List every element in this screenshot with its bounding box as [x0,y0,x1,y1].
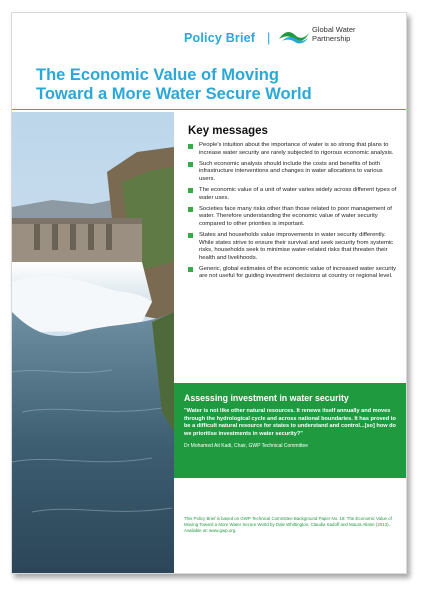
key-message-text: The economic value of a unit of water varies widely across different types of water uses. [199,186,397,201]
quote-attribution: Dr Mohamed Ait Kadi, Chair, GWP Technical Committee [184,443,309,449]
title-line-2: Toward a More Water Secure World [36,85,312,103]
key-message-text: States and households value improvements in water security differently. While states strive to ensure their survival and seek security from systemic risks, households seek to minimise water-related risks that threaten their health and livelihoods. [199,231,394,261]
key-messages [188,125,398,285]
bullet-square-icon [188,188,193,193]
key-messages-list [188,142,398,281]
list-item [188,187,398,202]
bullet-square-icon [188,233,193,238]
key-message-text: Generic, global estimates of the economic value of increased water security are not useful for guiding investment decisions at country or regional level. [199,265,397,280]
source-footnote: This Policy Brief is based on GWP Technical Committee Background Paper No. 18: The Economic Value of Moving Toward a More Water Secure World by Dale Whittington, Claudia Sadoff and Maura Allaire (2013). Available at: www.gwp.org. [184,516,392,534]
gwp-logo-icon [278,27,310,45]
key-message-text: Societies face many risks other than those related to poor management of water. Therefore understanding the economic value of water security compared to other priorities is important. [199,205,392,227]
bullet-square-icon [188,162,193,167]
policy-brief-page [11,12,407,574]
key-message-text: People's intuition about the importance of water is so strong that plans to increase water security are rarely subjected to rigorous economic analysis. [199,142,394,156]
investment-box-heading: Assessing investment in water security [184,393,349,403]
key-message-text: Such economic analysis should include the costs and benefits of both infrastructure interventions and changes in water allocations to various users. [199,160,383,182]
investment-box [174,383,406,478]
list-item [188,206,398,229]
bullet-square-icon [188,144,193,149]
list-item [188,161,398,184]
gwp-logo-text [312,26,356,43]
logo-line-1: Global Water [312,25,356,34]
list-item [188,266,398,281]
brief-label: Policy Brief [184,31,256,45]
dam-photo [12,112,174,573]
title-line-1: The Economic Value of Moving [36,66,279,84]
bullet-square-icon [188,267,193,272]
key-messages-heading: Key messages [188,125,268,137]
bullet-square-icon [188,207,193,212]
page-title [36,66,312,104]
title-divider [12,109,406,110]
header [12,13,406,57]
investment-quote: "Water is not like other natural resources. It renews itself annually and moves through the hydrological cycle and across national boundaries. It has proved to be a difficult natural resource for states to understand and control...[so] how do we prioritise investments in water security?" [184,408,396,437]
logo-line-2: Partnership [312,33,351,43]
list-item [188,232,398,262]
header-separator: | [267,30,271,45]
list-item [188,142,398,157]
